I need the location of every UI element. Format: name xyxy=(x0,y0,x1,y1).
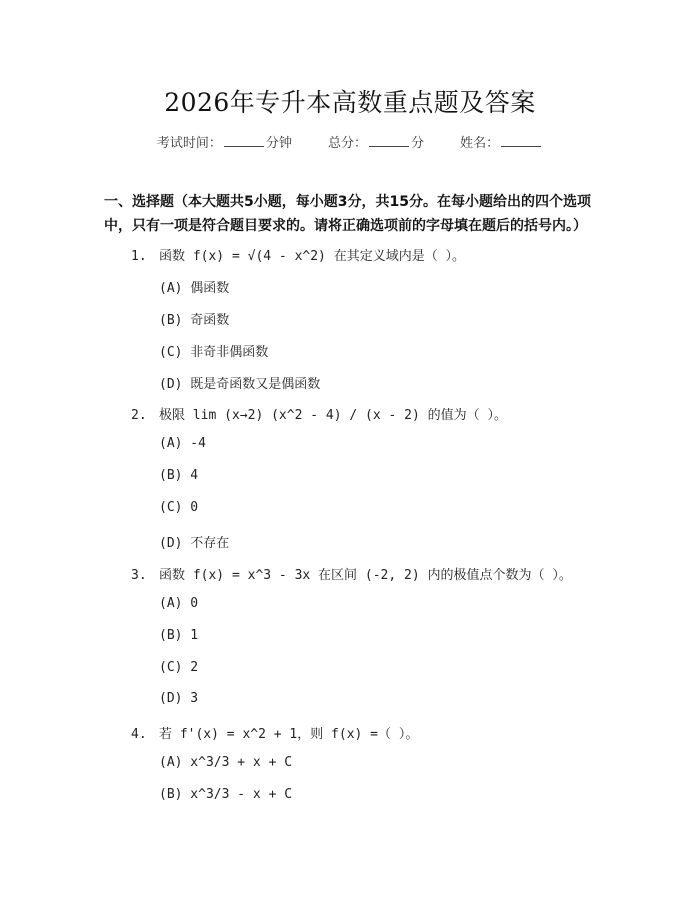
question-4 xyxy=(131,723,418,742)
exam-time xyxy=(157,132,292,151)
section-header-line: 中，只有一项是符合题目要求的。请将正确选项前的字母填在题后的括号内。） xyxy=(104,218,587,234)
question-1 xyxy=(131,245,465,264)
exam-meta xyxy=(0,132,700,151)
option-4a: (A) x^3/3 + x + C xyxy=(159,755,293,770)
option-3a: (A) 0 xyxy=(159,596,199,611)
question-2 xyxy=(131,404,507,423)
option-4b: (B) x^3/3 - x + C xyxy=(159,787,293,802)
option-3c: (C) 2 xyxy=(159,660,199,675)
time-blank[interactable] xyxy=(224,134,264,147)
score-unit: 分 xyxy=(411,136,425,151)
total-score xyxy=(328,132,424,151)
time-unit: 分钟 xyxy=(265,136,292,151)
name-label: 姓名： xyxy=(460,136,500,151)
time-label: 考试时间： xyxy=(156,136,222,151)
student-name xyxy=(460,132,543,151)
option-1d: (D) 既是奇函数又是偶函数 xyxy=(159,377,321,392)
option-2a: (A) -4 xyxy=(159,436,206,451)
score-label: 总分： xyxy=(327,136,367,151)
option-2c: (C) 0 xyxy=(159,500,199,515)
question-number: 2. xyxy=(131,408,147,423)
question-number: 3. xyxy=(131,568,147,583)
option-2b: (B) 4 xyxy=(159,468,199,483)
question-text: 极限 lim (x→2) (x^2 - 4) / (x - 2) 的值为（ ）。 xyxy=(159,408,507,423)
question-3 xyxy=(131,564,572,583)
question-text: 函数 f(x) = x^3 - 3x 在区间 (-2, 2) 内的极值点个数为（ ）。 xyxy=(159,568,572,583)
section-header xyxy=(104,190,624,238)
score-blank[interactable] xyxy=(369,134,409,147)
option-1a: (A) 偶函数 xyxy=(159,281,230,296)
option-1b: (B) 奇函数 xyxy=(159,313,230,328)
option-3d: (D) 3 xyxy=(159,691,199,706)
name-blank[interactable] xyxy=(501,134,541,147)
question-text: 若 f'(x) = x^2 + 1，则 f(x) =（ ）。 xyxy=(159,727,419,742)
option-2d: (D) 不存在 xyxy=(159,536,230,551)
question-text: 函数 f(x) = √(4 - x^2) 在其定义域内是（ ）。 xyxy=(159,249,466,264)
section-header-line: 一、选择题（本大题共5小题，每小题3分，共15分。在每小题给出的四个选项 xyxy=(104,194,591,210)
question-number: 4. xyxy=(131,727,147,742)
page-title: 2026年专升本高数重点题及答案 xyxy=(164,88,536,117)
option-1c: (C) 非奇非偶函数 xyxy=(159,345,269,360)
option-3b: (B) 1 xyxy=(159,628,199,643)
question-number: 1. xyxy=(131,249,147,264)
